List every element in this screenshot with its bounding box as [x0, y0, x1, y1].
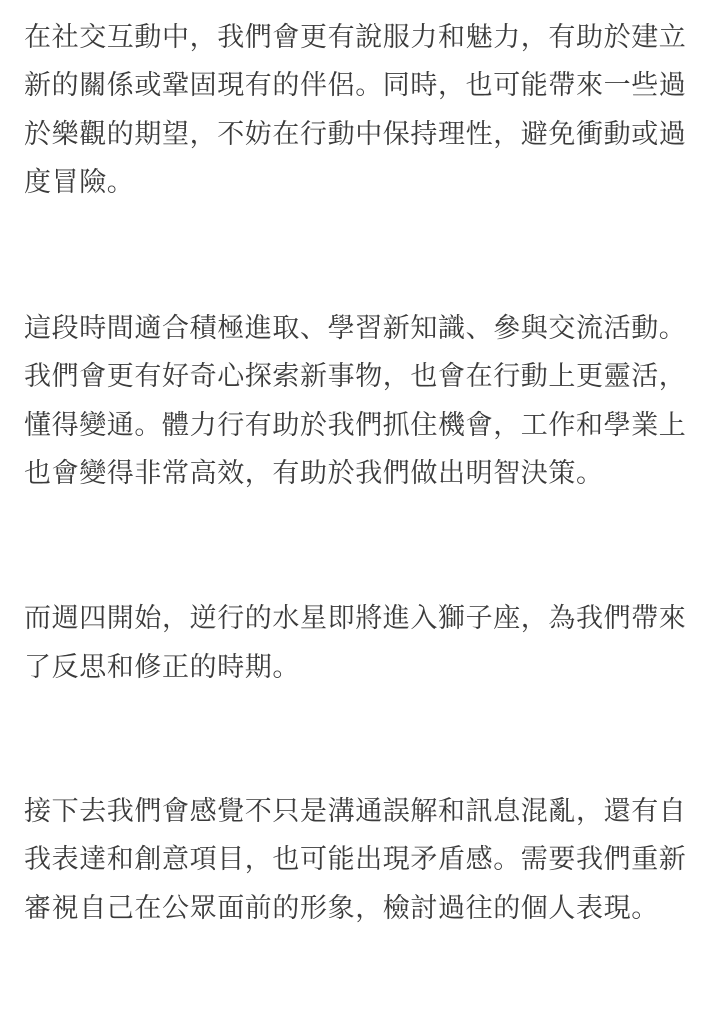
paragraph-active-period: 這段時間適合積極進取、學習新知識、參與交流活動。我們會更有好奇心探索新事物，也會在行動上更靈活，懂得變通。體力行有助於我們抓住機會，工作和學業上也會變得非常高效，有助於我們做出明智決策。: [24, 313, 687, 490]
article-body: [24, 14, 698, 933]
paragraph-social-interaction: 在社交互動中，我們會更有說服力和魅力，有助於建立新的關係或鞏固現有的伴侶。同時，也可能帶來一些過於樂觀的期望，不妨在行動中保持理性，避免衝動或過度冒險。: [24, 22, 687, 198]
paragraph-self-reflection: 接下去我們會感覺不只是溝通誤解和訊息混亂，還有自我表達和創意項目，也可能出現矛盾感。需要我們重新審視自己在公眾面前的形象，檢討過往的個人表現。: [24, 795, 687, 924]
paragraph-mercury-retrograde: 而週四開始，逆行的水星即將進入獅子座，為我們帶來了反思和修正的時期。: [24, 603, 687, 683]
